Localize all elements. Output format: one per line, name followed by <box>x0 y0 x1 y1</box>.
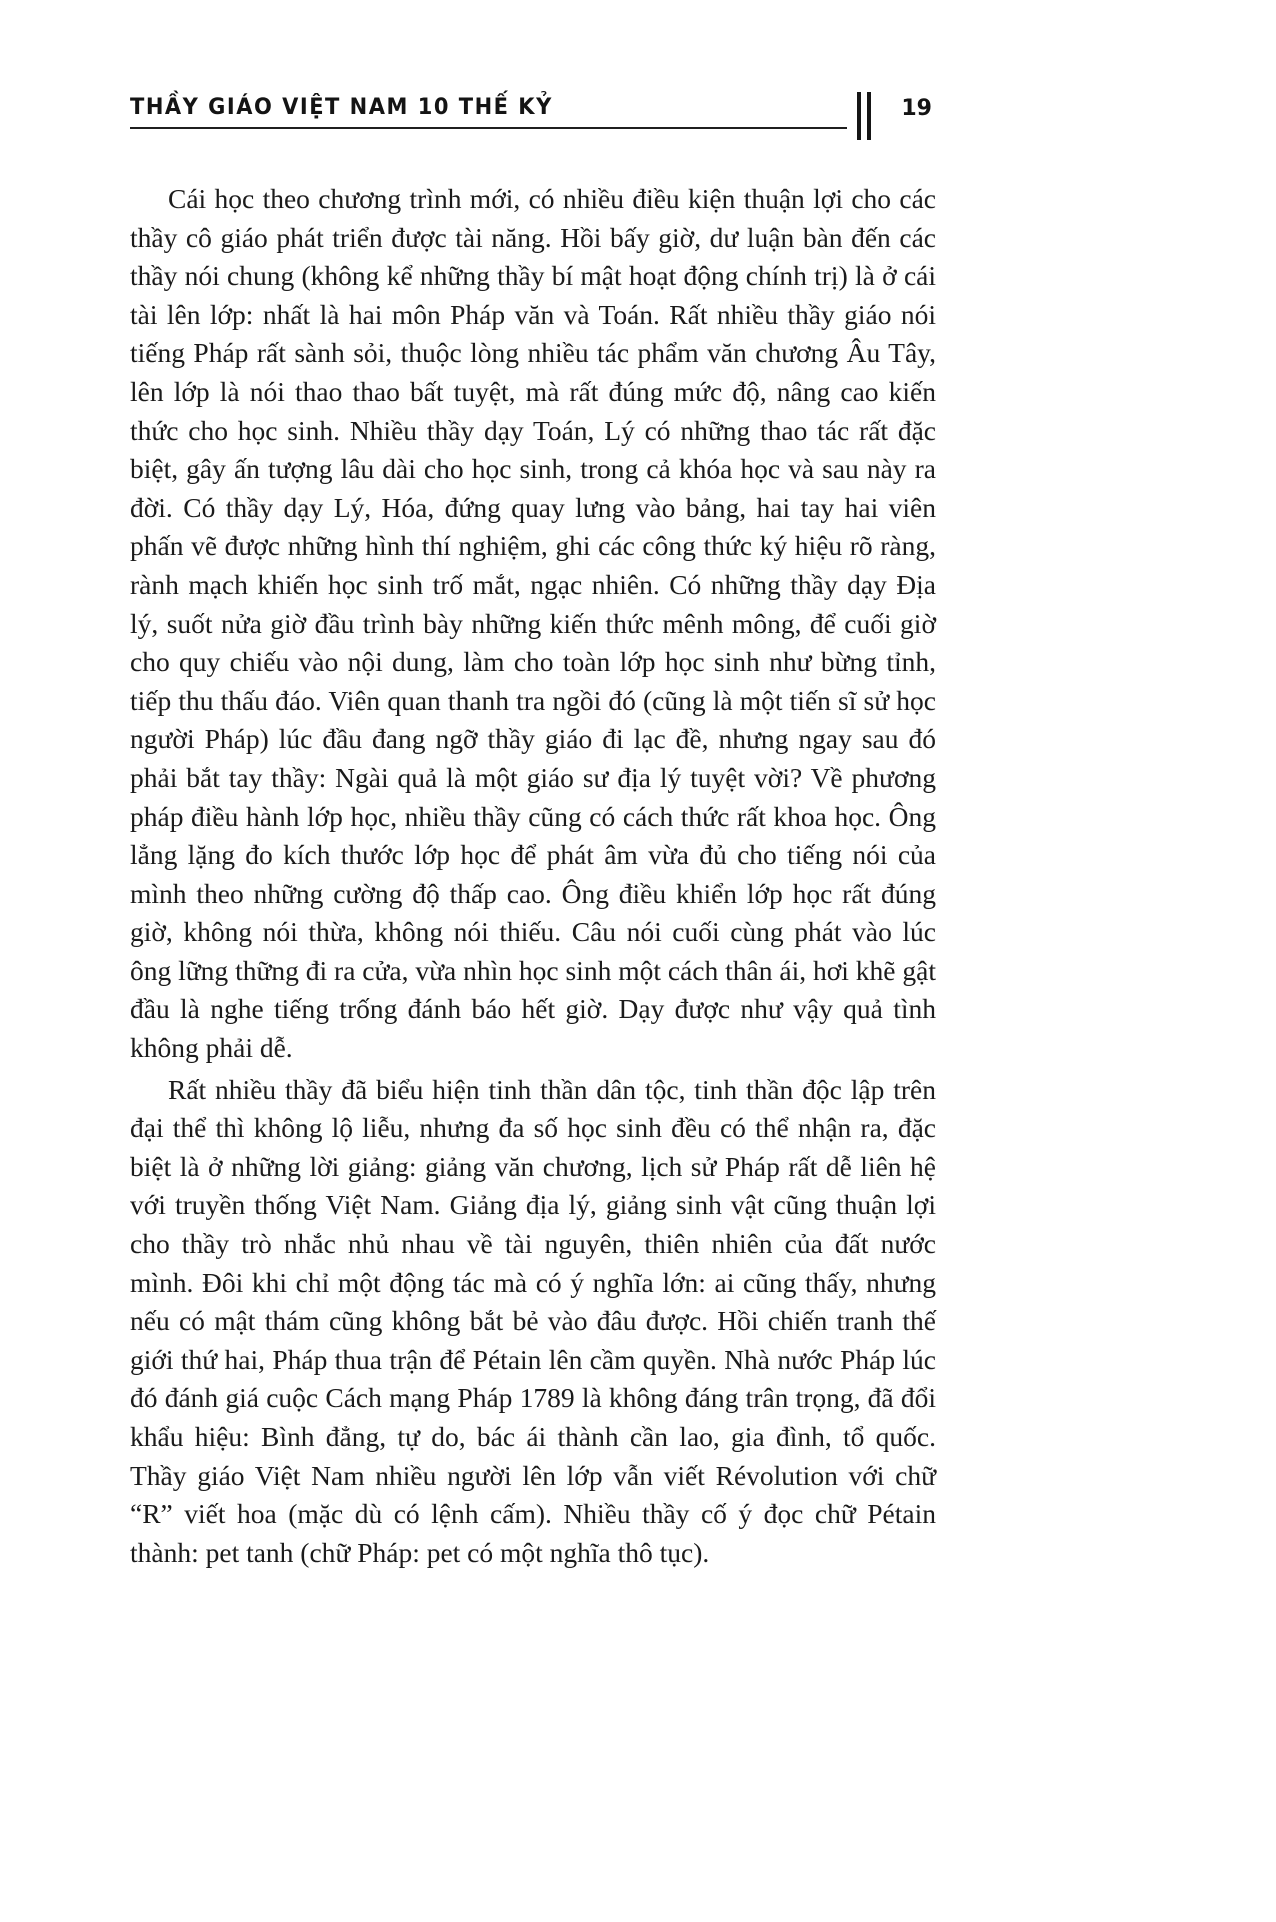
header-row <box>130 94 932 140</box>
running-head <box>130 94 857 129</box>
page-number: 19 <box>901 96 932 121</box>
running-head-title: THẦY GIÁO VIỆT NAM 10 THẾ KỶ <box>130 94 553 120</box>
body-paragraph-1: Cái học theo chương trình mới, có nhiều điều kiện thuận lợi cho các thầy cô giáo phát triển được tài năng. Hồi bấy giờ, dư luận bàn đến các thầy nói chung (không kể những thầy bí mật hoạt động chính trị) là ở cái tài lên lớp: nhất là hai môn Pháp văn và Toán. Rất nhiều thầy giáo nói tiếng Pháp rất sành sỏi, thuộc lòng nhiều tác phẩm văn chương Âu Tây, lên lớp là nói thao thao bất tuyệt, mà rất đúng mức độ, nâng cao kiến thức cho học sinh. Nhiều thầy dạy Toán, Lý có những thao tác rất đặc biệt, gây ấn tượng lâu dài cho học sinh, trong cả khóa học và sau này ra đời. Có thầy dạy Lý, Hóa, đứng quay lưng vào bảng, hai tay hai viên phấn vẽ được những hình thí nghiệm, ghi các công thức ký hiệu rõ ràng, rành mạch khiến học sinh trố mắt, ngạc nhiên. Có những thầy dạy Địa lý, suốt nửa giờ đầu trình bày những kiến thức mênh mông, để cuối giờ cho quy chiếu vào nội dung, làm cho toàn lớp học sinh như bừng tỉnh, tiếp thu thấu đáo. Viên quan thanh tra ngồi đó (cũng là một tiến sĩ sử học người Pháp) lúc đầu đang ngỡ thầy giáo đi lạc đề, nhưng ngay sau đó phải bắt tay thầy: Ngài quả là một giáo sư địa lý tuyệt vời? Về phương pháp điều hành lớp học, nhiều thầy cũng có cách thức rất khoa học. Ông lẳng lặng đo kích thước lớp học để phát âm vừa đủ cho tiếng nói của mình theo những cường độ thấp cao. Ông điều khiển lớp học rất đúng giờ, không nói thừa, không nói thiếu. Câu nói cuối cùng phát vào lúc ông lững thững đi ra cửa, vừa nhìn học sinh một cách thân ái, hơi khẽ gật đầu là nghe tiếng trống đánh báo hết giờ. Dạy được như vậy quả tình không phải dễ. <box>130 183 936 1064</box>
body-paragraph-2: Rất nhiều thầy đã biểu hiện tinh thần dân tộc, tinh thần độc lập trên đại thể thì không lộ liễu, nhưng đa số học sinh đều có thể nhận ra, đặc biệt là ở những lời giảng: giảng văn chương, lịch sử Pháp rất dễ liên hệ với truyền thống Việt Nam. Giảng địa lý, giảng sinh vật cũng thuận lợi cho thầy trò nhắc nhủ nhau về tài nguyên, thiên nhiên của đất nước mình. Đôi khi chỉ một động tác mà có ý nghĩa lớn: ai cũng thấy, nhưng nếu có mật thám cũng không bắt bẻ vào đâu được. Hồi chiến tranh thế giới thứ hai, Pháp thua trận để Pétain lên cầm quyền. Nhà nước Pháp lúc đó đánh giá cuộc Cách mạng Pháp 1789 là không đáng trân trọng, đã đổi khẩu hiệu: Bình đẳng, tự do, bác ái thành cần lao, gia đình, tổ quốc. Thầy giáo Việt Nam nhiều người lên lớp vẫn viết Révolution với chữ “R” viết hoa (mặc dù có lệnh cấm). Nhiều thầy cố ý đọc chữ Pétain thành: pet tanh (chữ Pháp: pet có một nghĩa thô tục). <box>130 1073 936 1568</box>
header-rule <box>130 127 847 129</box>
page-header <box>130 94 932 140</box>
header-divider-bars-icon <box>857 92 871 140</box>
page-body <box>130 180 936 1575</box>
